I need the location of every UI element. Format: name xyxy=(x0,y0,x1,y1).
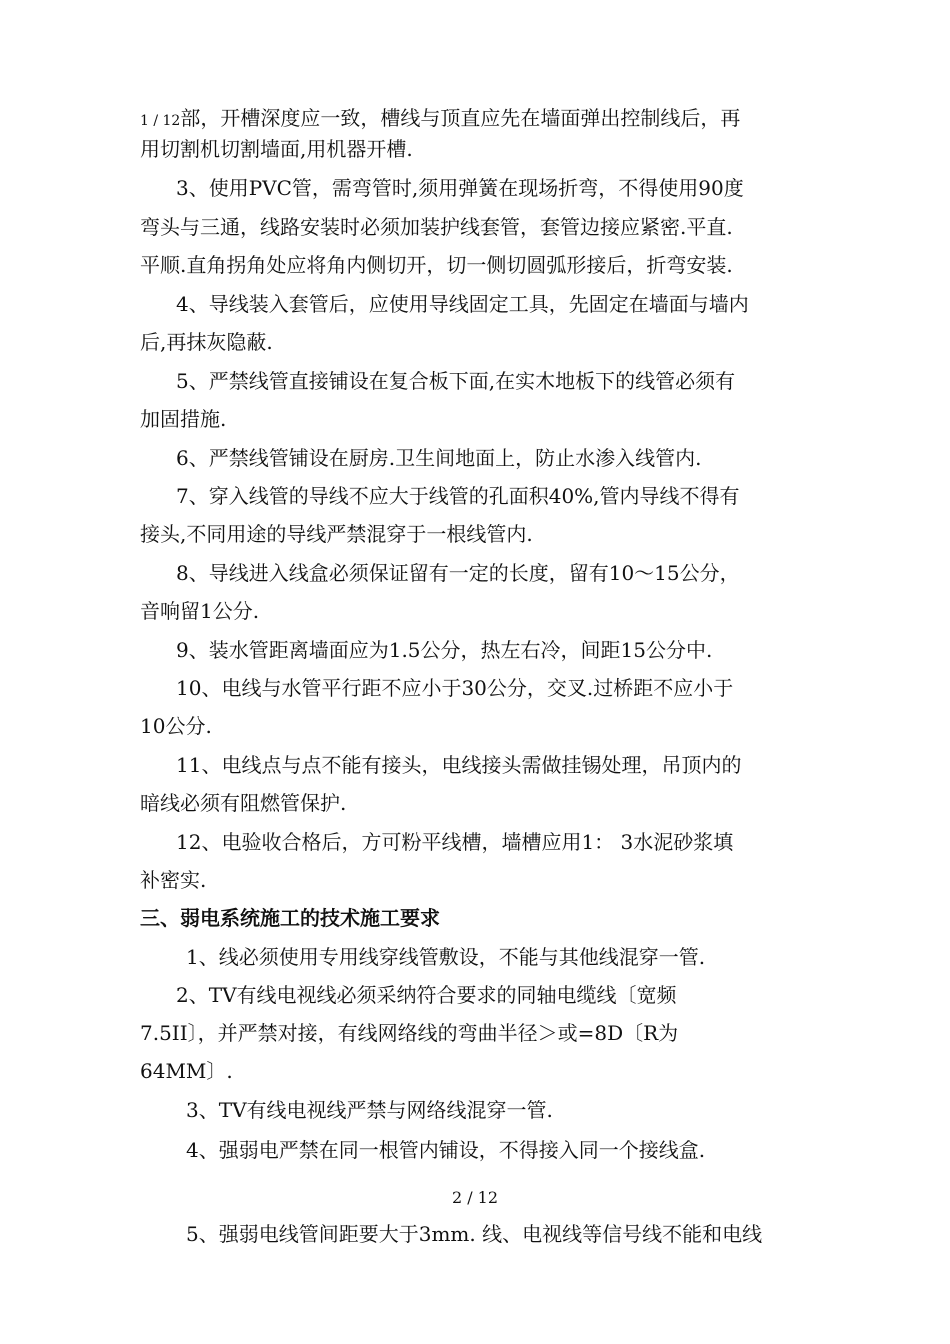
text-line: 5、强弱电线管间距要大于3mm. 线、电视线等信号线不能和电线 xyxy=(186,1222,763,1246)
text-line: 7、穿入线管的导线不应大于线管的孔面积40%,管内导线不得有 xyxy=(176,484,740,508)
text-line: 后,再抹灰隐蔽. xyxy=(140,330,273,354)
text-line: 加固措施. xyxy=(140,407,227,431)
text-line: 3、使用PVC管，需弯管时,须用弹簧在现场折弯，不得使用90度 xyxy=(176,176,744,200)
section-heading: 三、弱电系统施工的技术施工要求 xyxy=(140,906,440,930)
text-line: 4、强弱电严禁在同一根管内铺设，不得接入同一个接线盒. xyxy=(186,1138,706,1162)
text-line: 8、导线进入线盒必须保证留有一定的长度，留有10〜15公分， xyxy=(176,561,740,585)
text-line: 2、TV有线电视线必须采纳符合要求的同轴电缆线〔宽频 xyxy=(176,983,677,1007)
text-line: 64MM〕. xyxy=(140,1059,233,1083)
text-line: 平顺.直角拐角处应将角内侧切开，切一侧切圆弧形接后，折弯安装. xyxy=(140,253,733,277)
text-line: 9、装水管距离墙面应为1.5公分，热左右冷，间距15公分中. xyxy=(176,638,713,662)
text-line: 5、严禁线管直接铺设在复合板下面,在实木地板下的线管必须有 xyxy=(176,369,736,393)
text-line: 暗线必须有阻燃管保护. xyxy=(140,791,347,815)
text-line: 10、电线与水管平行距不应小于30公分，交叉.过桥距不应小于 xyxy=(176,676,734,700)
text-line: 接头,不同用途的导线严禁混穿于一根线管内. xyxy=(140,522,533,546)
text-line: 3、TV有线电视线严禁与网络线混穿一管. xyxy=(186,1098,553,1122)
text-line: 12、电验收合格后，方可粉平线槽，墙槽应用1： 3水泥砂浆填 xyxy=(176,830,734,854)
page-number: 2 / 12 xyxy=(451,1188,499,1207)
text-line: 1、线必须使用专用线穿线管敷设，不能与其他线混穿一管. xyxy=(186,945,706,969)
text-line: 1 / 12部，开槽深度应一致，槽线与顶直应先在墙面弹出控制线后，再 xyxy=(140,106,741,130)
text-line: 10公分. xyxy=(140,714,212,738)
page-prefix: 1 / 12 xyxy=(140,113,181,129)
text-line: 补密实. xyxy=(140,868,207,892)
text-line: 6、严禁线管铺设在厨房.卫生间地面上，防止水渗入线管内. xyxy=(176,446,702,470)
text-line: 弯头与三通，线路安装时必须加装护线套管，套管边接应紧密.平直. xyxy=(140,215,733,239)
text-line: 音响留1公分. xyxy=(140,599,260,623)
text-line: 7.5II〕，并严禁对接，有线网络线的弯曲半径＞或=8D〔R为 xyxy=(140,1021,679,1045)
text-line: 11、电线点与点不能有接头，电线接头需做挂锡处理，吊顶内的 xyxy=(176,753,742,777)
text-line: 4、导线装入套管后，应使用导线固定工具，先固定在墙面与墙内 xyxy=(176,292,749,316)
text-line: 用切割机切割墙面,用机器开槽. xyxy=(140,137,413,161)
